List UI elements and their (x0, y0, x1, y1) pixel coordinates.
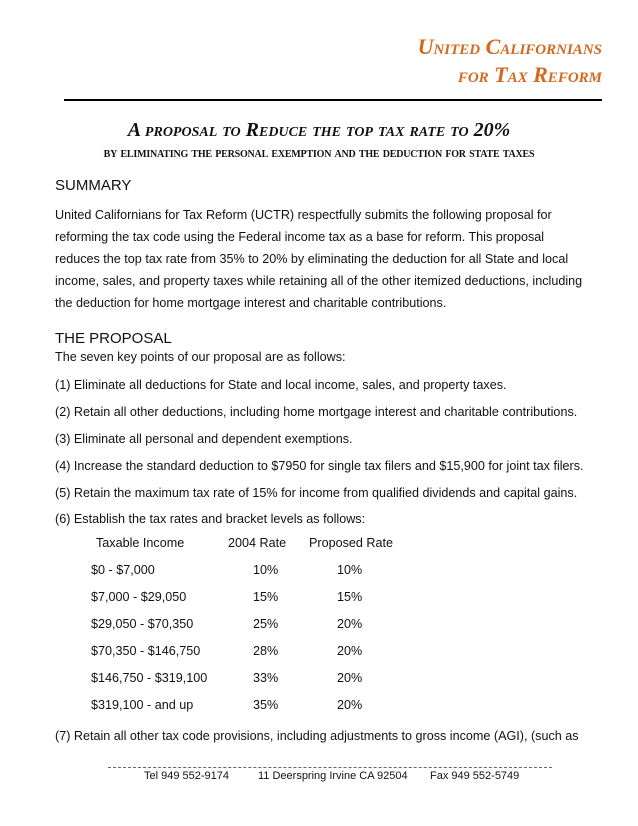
income-cell: $29,050 - $70,350 (91, 617, 194, 631)
org-name-line1: United Californians (417, 34, 602, 59)
income-cell: $7,000 - $29,050 (91, 590, 187, 604)
rate-proposed-cell: 20% (337, 644, 363, 658)
org-name-line2: for Tax Reform (457, 62, 602, 87)
proposal-point: (5) Retain the maximum tax rate of 15% for income from qualified dividends and capital gains. (55, 486, 578, 500)
proposal-point: (7) Retain all other tax code provisions, including adjustments to gross income (AGI), (such as (55, 729, 579, 743)
proposal-point: (6) Establish the tax rates and bracket levels as follows: (55, 512, 366, 526)
proposal-point: (2) Retain all other deductions, including home mortgage interest and charitable contributions. (55, 405, 578, 419)
rate-2004-cell: 25% (253, 617, 279, 631)
rate-proposed-cell: 20% (337, 671, 363, 685)
rate-2004-cell: 10% (253, 563, 279, 577)
proposal-intro: The seven key points of our proposal are as follows: (55, 350, 346, 364)
rate-proposed-cell: 20% (337, 698, 363, 712)
rate-proposed-cell: 20% (337, 617, 363, 631)
income-cell: $146,750 - $319,100 (91, 671, 208, 685)
proposal-point: (3) Eliminate all personal and dependent exemptions. (55, 432, 353, 446)
rate-2004-cell: 35% (253, 698, 279, 712)
proposal-heading: THE PROPOSAL (55, 330, 172, 347)
summary-line: the deduction for home mortgage interest and charitable contributions. (55, 296, 447, 310)
document-subtitle: by eliminating the personal exemption and the deduction for state taxes (103, 146, 535, 161)
footer-telephone: Tel 949 552-9174 (144, 770, 230, 782)
col-header-income: Taxable Income (96, 536, 185, 550)
header-rule (64, 99, 602, 101)
rate-2004-cell: 15% (253, 590, 279, 604)
col-header-proposed-rate: Proposed Rate (309, 536, 394, 550)
document-title: A proposal to Reduce the top tax rate to 20% (127, 119, 511, 141)
rate-proposed-cell: 15% (337, 590, 363, 604)
footer-address: 11 Deerspring Irvine CA 92504 (258, 770, 408, 782)
summary-line: income, sales, and property taxes while retaining all of the other itemized deductions, including (55, 274, 583, 288)
summary-line: United Californians for Tax Reform (UCTR) respectfully submits the following proposal for (55, 208, 552, 222)
col-header-2004-rate: 2004 Rate (228, 536, 287, 550)
rate-2004-cell: 33% (253, 671, 279, 685)
summary-line: reduces the top tax rate from 35% to 20% by eliminating the deduction for all State and local (55, 252, 569, 266)
income-cell: $0 - $7,000 (91, 563, 155, 577)
footer-rule (108, 767, 552, 768)
proposal-point: (4) Increase the standard deduction to $7950 for single tax filers and $15,900 for joint tax filers. (55, 459, 584, 473)
summary-line: reforming the tax code using the Federal income tax as a base for reform. This proposal (55, 230, 545, 244)
summary-heading: SUMMARY (55, 177, 132, 194)
rate-2004-cell: 28% (253, 644, 279, 658)
proposal-point: (1) Eliminate all deductions for State and local income, sales, and property taxes. (55, 378, 507, 392)
income-cell: $70,350 - $146,750 (91, 644, 201, 658)
income-cell: $319,100 - and up (91, 698, 194, 712)
footer-fax: Fax 949 552-5749 (430, 770, 520, 782)
rate-proposed-cell: 10% (337, 563, 363, 577)
